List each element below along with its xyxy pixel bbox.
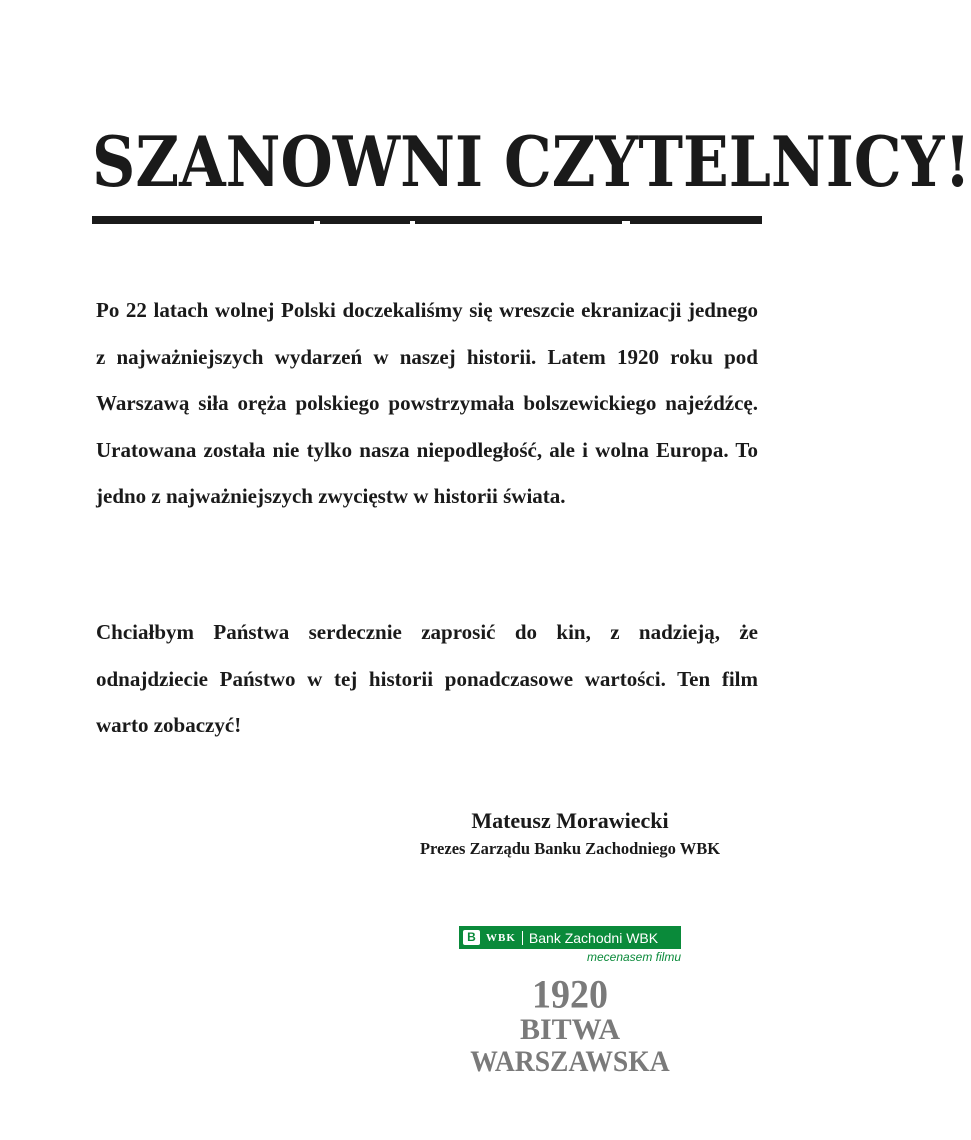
bank-mark-icon: B [463, 930, 480, 945]
film-title-logo [460, 972, 680, 1078]
bank-separator [522, 931, 523, 945]
signature-role: Prezes Zarządu Banku Zachodniego WBK [419, 839, 721, 858]
film-title-year: 1920 [532, 972, 608, 1018]
film-title-line2: BITWA [519, 1013, 621, 1046]
bank-logo [459, 926, 681, 949]
signature-name: Mateusz Morawiecki [471, 808, 669, 833]
paragraph-intro: Po 22 latach wolnej Polski doczekaliśmy się wreszcie ekranizacji jednego z najważniejszych wydarzeń w naszej historii. Latem 1920 roku pod Warszawą siła oręża polskiego powstrzymała bolszewickiego najeźdźcę. Uratowana została nie tylko nasza niepodległość, ale i wolna Europa. To jedno z najważniejszych zwycięstw w historii świata. [96, 298, 758, 509]
bank-abbr: WBK [486, 931, 516, 944]
bank-name: Bank Zachodni WBK [528, 929, 659, 946]
film-title-line3: WARSZAWSKA [470, 1045, 670, 1078]
headline-rule [92, 216, 762, 224]
sponsor-tagline: mecenasem filmu [586, 950, 681, 964]
paragraph-invitation: Chciałbym Państwa serdecznie zaprosić do kin, z nadzieją, że odnajdziecie Państwo w tej historii ponadczasowe wartości. Ten film warto zobaczyć! [96, 620, 758, 738]
headline: SZANOWNI CZYTELNICY! [92, 122, 971, 204]
